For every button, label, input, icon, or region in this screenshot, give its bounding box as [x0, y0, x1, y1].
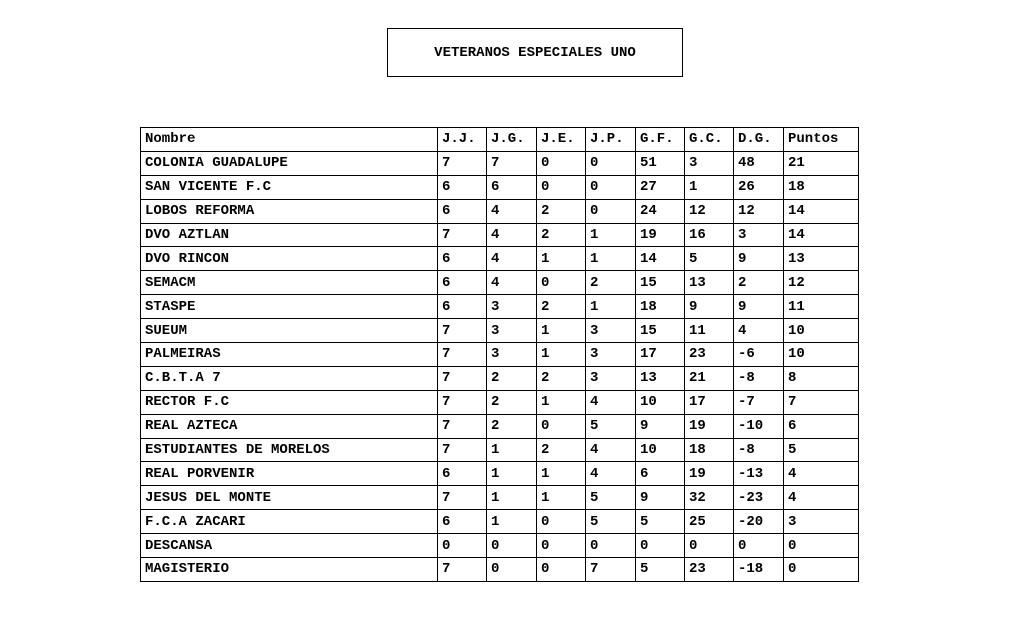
games-drawn-cell: 2 — [537, 366, 586, 390]
goals-for-cell: 24 — [636, 199, 685, 223]
goal-difference-cell: -13 — [734, 462, 784, 486]
games-lost-cell: 5 — [586, 510, 636, 534]
goals-for-cell: 9 — [636, 486, 685, 510]
games-lost-cell: 0 — [586, 534, 636, 558]
games-lost-cell: 0 — [586, 151, 636, 175]
games-drawn-cell: 2 — [537, 295, 586, 319]
games-lost-cell: 1 — [586, 247, 636, 271]
games-played-cell: 6 — [438, 175, 487, 199]
table-row — [141, 199, 859, 223]
table-row — [141, 534, 859, 558]
document-title-text: VETERANOS ESPECIALES UNO — [434, 44, 636, 61]
points-cell: 6 — [784, 414, 859, 438]
games-drawn-cell: 0 — [537, 510, 586, 534]
goals-against-cell: 32 — [685, 486, 734, 510]
games-played-cell: 7 — [438, 414, 487, 438]
goals-for-cell: 18 — [636, 295, 685, 319]
team-name-cell: C.B.T.A 7 — [141, 366, 438, 390]
games-lost-cell: 0 — [586, 175, 636, 199]
games-lost-cell: 1 — [586, 223, 636, 247]
points-cell: 21 — [784, 151, 859, 175]
standings-table — [140, 127, 859, 582]
games-won-cell: 3 — [487, 343, 537, 367]
goals-for-cell: 10 — [636, 438, 685, 462]
games-won-cell: 1 — [487, 462, 537, 486]
team-name-cell: SAN VICENTE F.C — [141, 175, 438, 199]
games-played-cell: 6 — [438, 462, 487, 486]
games-lost-cell: 1 — [586, 295, 636, 319]
games-lost-cell: 0 — [586, 199, 636, 223]
goals-for-cell: 27 — [636, 175, 685, 199]
column-header-dg: D.G. — [734, 128, 784, 152]
team-name-cell: REAL PORVENIR — [141, 462, 438, 486]
goals-against-cell: 23 — [685, 558, 734, 582]
team-name-cell: DVO AZTLAN — [141, 223, 438, 247]
table-row — [141, 343, 859, 367]
team-name-cell: COLONIA GUADALUPE — [141, 151, 438, 175]
points-cell: 7 — [784, 390, 859, 414]
goal-difference-cell: -6 — [734, 343, 784, 367]
games-won-cell: 4 — [487, 247, 537, 271]
games-played-cell: 6 — [438, 295, 487, 319]
goals-against-cell: 13 — [685, 271, 734, 295]
games-drawn-cell: 1 — [537, 462, 586, 486]
games-played-cell: 0 — [438, 534, 487, 558]
goal-difference-cell: 9 — [734, 295, 784, 319]
points-cell: 0 — [784, 534, 859, 558]
table-row — [141, 223, 859, 247]
column-header-jg: J.G. — [487, 128, 537, 152]
team-name-cell: JESUS DEL MONTE — [141, 486, 438, 510]
games-lost-cell: 5 — [586, 414, 636, 438]
games-lost-cell: 4 — [586, 390, 636, 414]
goals-for-cell: 15 — [636, 319, 685, 343]
games-lost-cell: 7 — [586, 558, 636, 582]
games-played-cell: 6 — [438, 247, 487, 271]
goal-difference-cell: 2 — [734, 271, 784, 295]
goals-for-cell: 13 — [636, 366, 685, 390]
games-lost-cell: 2 — [586, 271, 636, 295]
goals-for-cell: 5 — [636, 510, 685, 534]
games-won-cell: 4 — [487, 271, 537, 295]
points-cell: 14 — [784, 199, 859, 223]
table-row — [141, 438, 859, 462]
goals-against-cell: 9 — [685, 295, 734, 319]
goal-difference-cell: 9 — [734, 247, 784, 271]
goals-for-cell: 14 — [636, 247, 685, 271]
games-drawn-cell: 2 — [537, 438, 586, 462]
goals-for-cell: 51 — [636, 151, 685, 175]
games-drawn-cell: 1 — [537, 247, 586, 271]
goal-difference-cell: 0 — [734, 534, 784, 558]
games-lost-cell: 5 — [586, 486, 636, 510]
goals-against-cell: 12 — [685, 199, 734, 223]
points-cell: 10 — [784, 319, 859, 343]
table-row — [141, 558, 859, 582]
goal-difference-cell: -7 — [734, 390, 784, 414]
points-cell: 11 — [784, 295, 859, 319]
team-name-cell: LOBOS REFORMA — [141, 199, 438, 223]
points-cell: 18 — [784, 175, 859, 199]
points-cell: 14 — [784, 223, 859, 247]
games-played-cell: 7 — [438, 558, 487, 582]
goals-against-cell: 19 — [685, 414, 734, 438]
games-won-cell: 2 — [487, 414, 537, 438]
games-played-cell: 6 — [438, 199, 487, 223]
table-row — [141, 510, 859, 534]
games-played-cell: 7 — [438, 366, 487, 390]
games-played-cell: 7 — [438, 438, 487, 462]
team-name-cell: F.C.A ZACARI — [141, 510, 438, 534]
goal-difference-cell: -8 — [734, 366, 784, 390]
team-name-cell: PALMEIRAS — [141, 343, 438, 367]
games-drawn-cell: 0 — [537, 175, 586, 199]
games-drawn-cell: 1 — [537, 343, 586, 367]
table-row — [141, 151, 859, 175]
goals-against-cell: 11 — [685, 319, 734, 343]
table-row — [141, 175, 859, 199]
goal-difference-cell: -10 — [734, 414, 784, 438]
goal-difference-cell: 3 — [734, 223, 784, 247]
team-name-cell: DVO RINCON — [141, 247, 438, 271]
team-name-cell: STASPE — [141, 295, 438, 319]
column-header-jp: J.P. — [586, 128, 636, 152]
points-cell: 4 — [784, 462, 859, 486]
table-body — [141, 151, 859, 581]
column-header-puntos: Puntos — [784, 128, 859, 152]
games-won-cell: 7 — [487, 151, 537, 175]
goals-for-cell: 9 — [636, 414, 685, 438]
points-cell: 12 — [784, 271, 859, 295]
goals-against-cell: 16 — [685, 223, 734, 247]
points-cell: 8 — [784, 366, 859, 390]
table-row — [141, 247, 859, 271]
games-won-cell: 2 — [487, 366, 537, 390]
games-drawn-cell: 1 — [537, 486, 586, 510]
goals-against-cell: 5 — [685, 247, 734, 271]
table-row — [141, 319, 859, 343]
goals-against-cell: 1 — [685, 175, 734, 199]
games-lost-cell: 3 — [586, 366, 636, 390]
table-row — [141, 390, 859, 414]
games-lost-cell: 3 — [586, 343, 636, 367]
points-cell: 5 — [784, 438, 859, 462]
points-cell: 0 — [784, 558, 859, 582]
goals-against-cell: 25 — [685, 510, 734, 534]
games-won-cell: 1 — [487, 510, 537, 534]
games-won-cell: 3 — [487, 295, 537, 319]
games-drawn-cell: 0 — [537, 151, 586, 175]
games-played-cell: 7 — [438, 486, 487, 510]
games-played-cell: 6 — [438, 510, 487, 534]
games-lost-cell: 3 — [586, 319, 636, 343]
column-header-je: J.E. — [537, 128, 586, 152]
games-won-cell: 2 — [487, 390, 537, 414]
games-played-cell: 7 — [438, 390, 487, 414]
goal-difference-cell: -23 — [734, 486, 784, 510]
games-played-cell: 7 — [438, 223, 487, 247]
games-drawn-cell: 1 — [537, 390, 586, 414]
games-won-cell: 1 — [487, 486, 537, 510]
games-drawn-cell: 0 — [537, 271, 586, 295]
games-won-cell: 6 — [487, 175, 537, 199]
games-won-cell: 1 — [487, 438, 537, 462]
column-header-nombre: Nombre — [141, 128, 438, 152]
team-name-cell: MAGISTERIO — [141, 558, 438, 582]
team-name-cell: RECTOR F.C — [141, 390, 438, 414]
games-drawn-cell: 0 — [537, 558, 586, 582]
column-header-jj: J.J. — [438, 128, 487, 152]
team-name-cell: DESCANSA — [141, 534, 438, 558]
games-played-cell: 6 — [438, 271, 487, 295]
games-drawn-cell: 1 — [537, 319, 586, 343]
games-drawn-cell: 0 — [537, 534, 586, 558]
goals-against-cell: 17 — [685, 390, 734, 414]
points-cell: 10 — [784, 343, 859, 367]
games-won-cell: 0 — [487, 558, 537, 582]
goals-against-cell: 3 — [685, 151, 734, 175]
games-drawn-cell: 0 — [537, 414, 586, 438]
goals-against-cell: 18 — [685, 438, 734, 462]
points-cell: 3 — [784, 510, 859, 534]
goal-difference-cell: 4 — [734, 319, 784, 343]
goals-for-cell: 17 — [636, 343, 685, 367]
games-played-cell: 7 — [438, 319, 487, 343]
goals-against-cell: 23 — [685, 343, 734, 367]
goals-for-cell: 6 — [636, 462, 685, 486]
document-title — [387, 28, 683, 77]
goals-for-cell: 0 — [636, 534, 685, 558]
table-header-row — [141, 128, 859, 152]
games-won-cell: 0 — [487, 534, 537, 558]
team-name-cell: SUEUM — [141, 319, 438, 343]
team-name-cell: SEMACM — [141, 271, 438, 295]
goal-difference-cell: -18 — [734, 558, 784, 582]
goals-against-cell: 0 — [685, 534, 734, 558]
goals-against-cell: 19 — [685, 462, 734, 486]
points-cell: 4 — [784, 486, 859, 510]
goals-for-cell: 15 — [636, 271, 685, 295]
table-row — [141, 414, 859, 438]
games-played-cell: 7 — [438, 343, 487, 367]
games-drawn-cell: 2 — [537, 223, 586, 247]
goal-difference-cell: -8 — [734, 438, 784, 462]
table-row — [141, 271, 859, 295]
table-row — [141, 295, 859, 319]
table-row — [141, 486, 859, 510]
goal-difference-cell: 12 — [734, 199, 784, 223]
goals-for-cell: 10 — [636, 390, 685, 414]
table-row — [141, 462, 859, 486]
column-header-gf: G.F. — [636, 128, 685, 152]
goals-for-cell: 19 — [636, 223, 685, 247]
team-name-cell: REAL AZTECA — [141, 414, 438, 438]
games-lost-cell: 4 — [586, 438, 636, 462]
goals-for-cell: 5 — [636, 558, 685, 582]
games-lost-cell: 4 — [586, 462, 636, 486]
points-cell: 13 — [784, 247, 859, 271]
goal-difference-cell: 26 — [734, 175, 784, 199]
column-header-gc: G.C. — [685, 128, 734, 152]
goal-difference-cell: 48 — [734, 151, 784, 175]
games-won-cell: 3 — [487, 319, 537, 343]
team-name-cell: ESTUDIANTES DE MORELOS — [141, 438, 438, 462]
goal-difference-cell: -20 — [734, 510, 784, 534]
games-played-cell: 7 — [438, 151, 487, 175]
table-row — [141, 366, 859, 390]
goals-against-cell: 21 — [685, 366, 734, 390]
games-drawn-cell: 2 — [537, 199, 586, 223]
games-won-cell: 4 — [487, 223, 537, 247]
games-won-cell: 4 — [487, 199, 537, 223]
